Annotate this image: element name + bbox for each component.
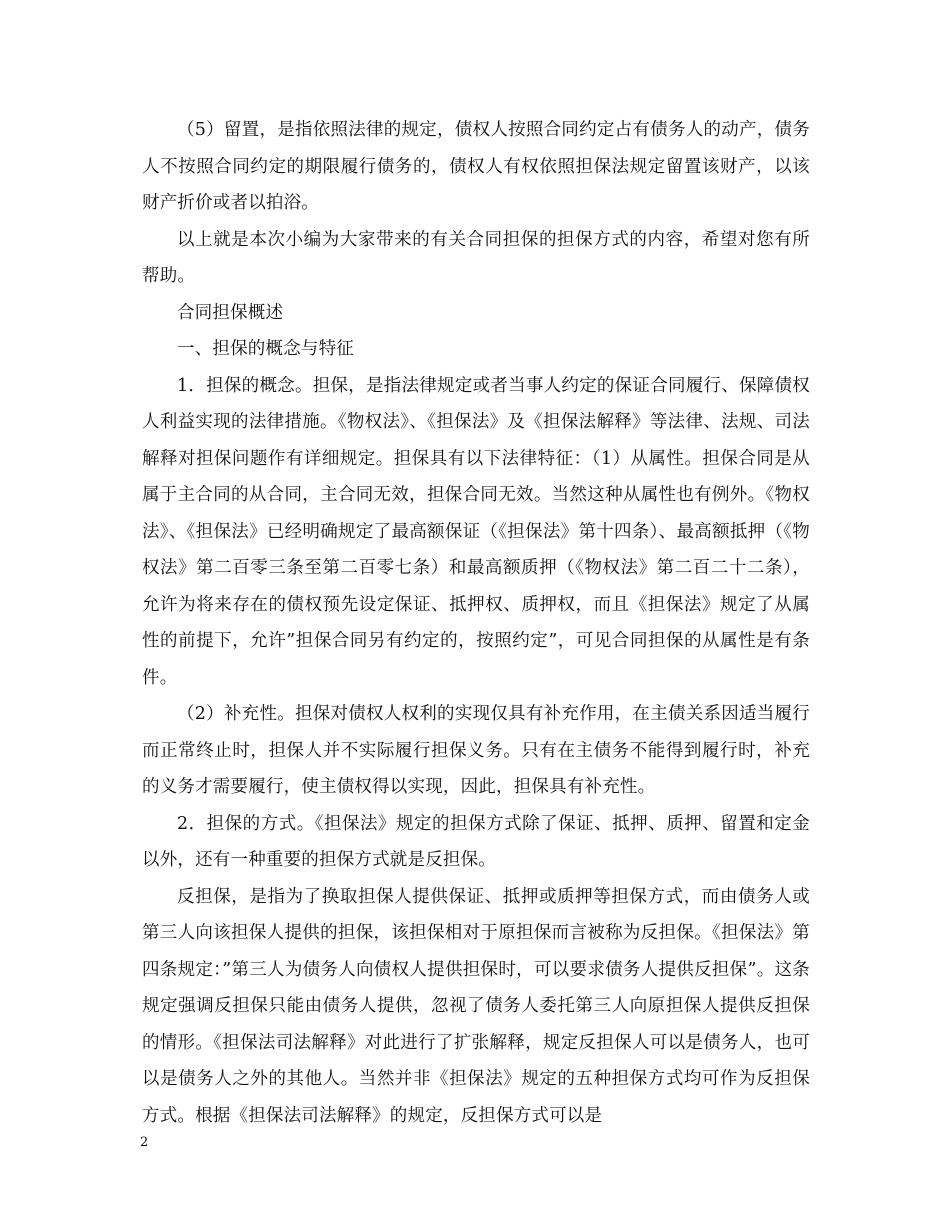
subsection-heading-concept: 一、担保的概念与特征	[177, 339, 354, 359]
paragraph-supplementary: （2）补充性。担保对债权人权利的实现仅具有补充作用，在主债关系因适当履行而正常终止时，担保人并不实际履行担保义务。只有在主债务不能得到履行时，补充的义务才需要履行，使主债权得以实现，因此，担保具有补充性。	[142, 704, 810, 797]
paragraph-closing-remark: 以上就是本次小编为大家带来的有关合同担保的担保方式的内容，希望对您有所帮助。	[142, 229, 810, 286]
document-body	[142, 112, 810, 1134]
paragraph-lien: （5）留置，是指依照法律的规定，债权人按照合同约定占有债务人的动产，债务人不按照合同约定的期限履行债务的，债权人有权依照担保法规定留置该财产，以该财产折价或者以拍浴。	[142, 120, 810, 213]
section-heading-overview: 合同担保概述	[177, 302, 284, 323]
paragraph-counter-guarantee: 反担保，是指为了换取担保人提供保证、抵押或质押等担保方式，而由债务人或第三人向该担保人提供的担保，该担保相对于原担保而言被称为反担保。《担保法》第四条规定：”第三人为债务人向债权人提供担保时，可以要求债务人提供反担保”。这条规定强调反担保只能由债务人提供，忽视了债务人委托第三人向原担保人提供反担保的情形。《担保法司法解释》对此进行了扩张解释，规定反担保人可以是债务人，也可以是债务人之外的其他人。当然并非《担保法》规定的五种担保方式均可作为反担保方式。根据《担保法司法解释》的规定，反担保方式可以是	[142, 886, 810, 1126]
paragraph-methods: 2．担保的方式。《担保法》规定的担保方式除了保证、抵押、质押、留置和定金以外，还有一种重要的担保方式就是反担保。	[142, 813, 810, 870]
page-number: 2	[140, 1135, 149, 1150]
paragraph-concept: 1．担保的概念。担保，是指法律规定或者当事人约定的保证合同履行、保障债权人利益实现的法律措施。《物权法》、《担保法》及《担保法解释》等法律、法规、司法解释对担保问题作有详细规定。担保具有以下法律特征：（1）从属性。担保合同是从属于主合同的从合同，主合同无效，担保合同无效。当然这种从属性也有例外。《物权法》、《担保法》已经明确规定了最高额保证（《担保法》第十四条）、最高额抵押（《物权法》第二百零三条至第二百零七条）和最高额质押（《物权法》第二百二十二条），允许为将来存在的债权预先设定保证、抵押权、质押权，而且《担保法》规定了从属性的前提下，允许”担保合同另有约定的，按照约定”，可见合同担保的从属性是有条件。	[142, 375, 810, 688]
